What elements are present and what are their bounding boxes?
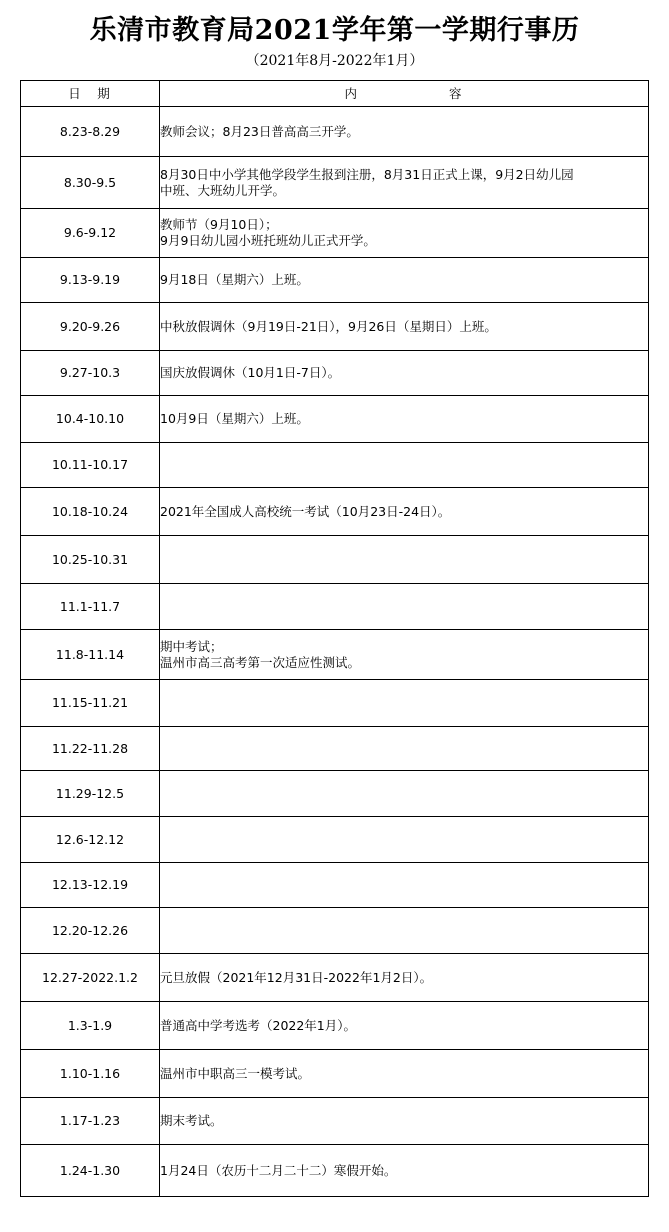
- row-content: [160, 954, 649, 1002]
- table-row: [21, 863, 649, 908]
- row-content: [160, 1098, 649, 1145]
- page-title: 乐清市教育局2021学年第一学期行事历: [89, 15, 580, 46]
- row-date: 10.11-10.17: [21, 443, 160, 488]
- row-content: [160, 396, 649, 443]
- row-date: 8.30-9.5: [21, 157, 160, 209]
- row-date: 11.22-11.28: [21, 727, 160, 771]
- row-date: 9.27-10.3: [21, 351, 160, 396]
- row-content-line: 中秋放假调休（9月19日-21日），9月26日（星期日）上班。: [160, 318, 497, 334]
- content-column-header: [160, 81, 649, 107]
- row-date: 11.1-11.7: [21, 584, 160, 630]
- row-content-line: 普通高中学考选考（2022年1月）。: [160, 1017, 357, 1033]
- row-date: 9.20-9.26: [21, 303, 160, 351]
- row-date: 12.20-12.26: [21, 908, 160, 954]
- row-content: [160, 1002, 649, 1050]
- row-content-line: 9月9日幼儿园小班托班幼儿正式开学。: [160, 233, 376, 248]
- row-date: 1.10-1.16: [21, 1050, 160, 1098]
- row-content: [160, 303, 649, 351]
- row-content-line: 期末考试。: [160, 1113, 223, 1128]
- row-content: [160, 1050, 649, 1098]
- table-row: [21, 157, 649, 209]
- table-row: [21, 817, 649, 863]
- table-row: [21, 1098, 649, 1145]
- row-content-line: 教师节（9月10日）；: [160, 217, 278, 232]
- row-content: [160, 107, 649, 157]
- table-row: [21, 488, 649, 536]
- table-row: [21, 351, 649, 396]
- table-row: [21, 536, 649, 584]
- row-date: 1.24-1.30: [21, 1145, 160, 1197]
- table-row: [21, 680, 649, 727]
- table-row: [21, 1145, 649, 1197]
- row-date: 11.15-11.21: [21, 680, 160, 727]
- table-row: [21, 209, 649, 258]
- row-content-line: 温州市中职高三一模考试。: [160, 1065, 311, 1081]
- schedule-table: [20, 80, 649, 1197]
- row-content: [160, 908, 649, 954]
- table-row: [21, 443, 649, 488]
- row-date: 10.18-10.24: [21, 488, 160, 536]
- row-content: [160, 443, 649, 488]
- row-date: 9.6-9.12: [21, 209, 160, 258]
- row-content: [160, 157, 649, 209]
- table-row: [21, 107, 649, 157]
- row-content-line: 教师会议；8月23日普高高三开学。: [160, 123, 359, 139]
- row-date: 12.27-2022.1.2: [21, 954, 160, 1002]
- table-row: [21, 908, 649, 954]
- table-row: [21, 258, 649, 303]
- table-header-row: [21, 81, 649, 107]
- row-date: 9.13-9.19: [21, 258, 160, 303]
- row-content-line: 元旦放假（2021年12月31日-2022年1月2日）。: [160, 969, 433, 985]
- row-content: [160, 209, 649, 258]
- row-content: [160, 536, 649, 584]
- row-content-line: 期中考试；: [160, 638, 223, 654]
- row-content-line: 2021年全国成人高校统一考试（10月23日-24日）。: [160, 503, 451, 519]
- row-date: 10.25-10.31: [21, 536, 160, 584]
- page-subtitle: （2021年8月-2022年1月）: [245, 53, 424, 69]
- row-content: [160, 727, 649, 771]
- row-content: [160, 863, 649, 908]
- row-content-line: 中班、大班幼儿开学。: [160, 182, 286, 198]
- table-row: [21, 771, 649, 817]
- row-content: [160, 630, 649, 680]
- table-row: [21, 396, 649, 443]
- row-content-line: 9月18日（星期六）上班。: [160, 272, 309, 287]
- row-date: 12.13-12.19: [21, 863, 160, 908]
- row-content: [160, 817, 649, 863]
- table-row: [21, 1002, 649, 1050]
- row-date: 1.3-1.9: [21, 1002, 160, 1050]
- table-row: [21, 1050, 649, 1098]
- row-content-line: 温州市高三高考第一次适应性测试。: [160, 654, 361, 670]
- row-content-line: 8月30日中小学其他学段学生报到注册，8月31日正式上课，9月2日幼儿园: [160, 166, 574, 182]
- content-header-left: 内: [344, 85, 359, 101]
- row-content-line: 国庆放假调休（10月1日-7日）。: [160, 365, 341, 380]
- row-date: 11.29-12.5: [21, 771, 160, 817]
- row-content: [160, 584, 649, 630]
- table-row: [21, 303, 649, 351]
- row-content: [160, 488, 649, 536]
- date-column-header: 日 期: [21, 81, 160, 107]
- row-content-line: 1月24日（农历十二月二十二）寒假开始。: [160, 1162, 397, 1178]
- content-header-right: 容: [449, 85, 464, 101]
- row-date: 8.23-8.29: [21, 107, 160, 157]
- row-content: [160, 680, 649, 727]
- row-date: 12.6-12.12: [21, 817, 160, 863]
- table-row: [21, 584, 649, 630]
- row-content-line: 10月9日（星期六）上班。: [160, 411, 309, 426]
- table-row: [21, 727, 649, 771]
- row-content: [160, 258, 649, 303]
- row-date: 1.17-1.23: [21, 1098, 160, 1145]
- row-date: 11.8-11.14: [21, 630, 160, 680]
- row-content: [160, 1145, 649, 1197]
- row-date: 10.4-10.10: [21, 396, 160, 443]
- row-content: [160, 351, 649, 396]
- table-row: [21, 630, 649, 680]
- row-content: [160, 771, 649, 817]
- table-row: [21, 954, 649, 1002]
